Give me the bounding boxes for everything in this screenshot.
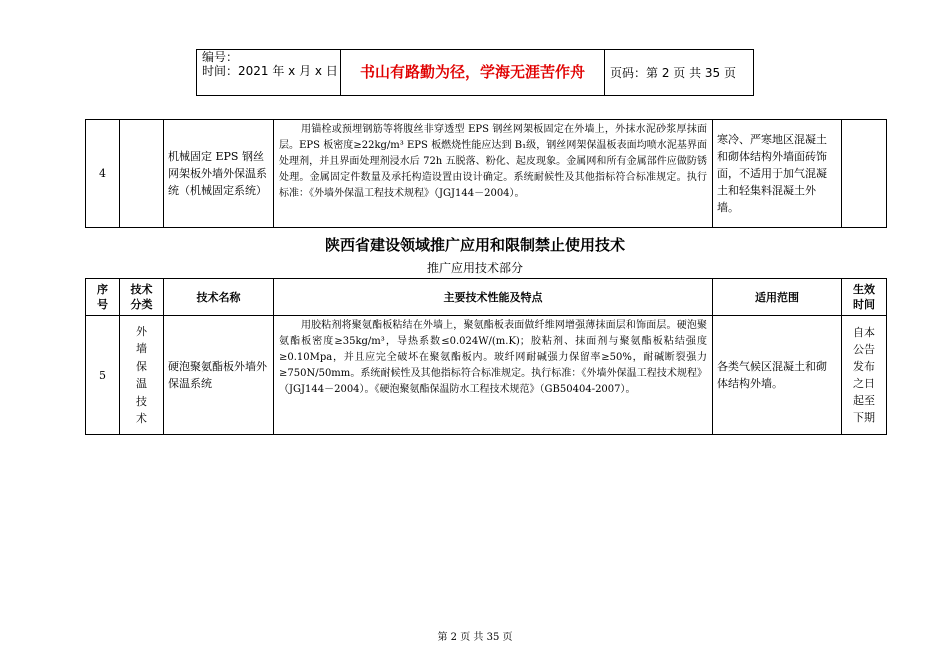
row-category [120, 120, 164, 228]
table-row [86, 120, 887, 228]
header-divider [604, 49, 605, 96]
section-title: 推广应用技术部分 [426, 261, 523, 275]
table-row [86, 316, 887, 435]
row-category: 外墙保温技术 [120, 316, 164, 435]
document-title: 陕西省建设领域推广应用和限制禁止使用技术 [324, 236, 625, 254]
row-index: 4 [86, 120, 120, 228]
col-header-effective: 生效时间 [842, 279, 887, 316]
header-time-label: 时间：2021 年 x 月 x 日 [202, 64, 338, 78]
row-tech-name: 硬泡聚氨酯板外墙外保温系统 [164, 316, 274, 435]
row-scope: 寒冷、严寒地区混凝土和砌体结构外墙面砖饰面，不适用于加气混凝土和轻集料混凝土外墙。 [713, 120, 842, 228]
col-header-features: 主要技术性能及特点 [274, 279, 713, 316]
page-footer: 第 2 页 共 35 页 [437, 632, 513, 643]
row-tech-features: 用锚栓或预埋钢筋等将腹丝非穿透型 EPS 钢丝网架板固定在外墙上，外抹水泥砂浆厚抹面层。EPS 板密度≥22kg/m³ EPS 板燃烧性能应达到 B₁级，钢丝网架保温板表面均喷水泥基界面处理剂，并且界面处理剂浸水后 72h 五脱落、粉化、起皮现象。金属网和所有金属部件应做防锈处理。金属固定件数量及承托构造设置由设计确定。系统耐候性及其他指标符合标准规定。执行标准：《外墙外保温工程技术规程》（JGJ144－2004）。 [274, 120, 713, 228]
row-effective: 自本公告发布之日起至下期 [842, 316, 887, 435]
table-header-row [86, 279, 887, 316]
header-number-label: 编号： [202, 50, 239, 64]
row-tech-name: 机械固定 EPS 钢丝网架板外墙外保温系统（机械固定系统） [164, 120, 274, 228]
row-index: 5 [86, 316, 120, 435]
row-effective [842, 120, 887, 228]
technology-table [85, 278, 887, 435]
header-motto: 书山有路勤为径，学海无涯苦作舟 [359, 63, 585, 81]
header-page-info: 页码：第 2 页 共 35 页 [610, 66, 736, 80]
technology-table-continued [85, 119, 887, 228]
col-header-scope: 适用范围 [713, 279, 842, 316]
row-tech-features: 用胶粘剂将聚氨酯板粘结在外墙上，聚氨酯板表面做纤维网增强薄抹面层和饰面层。硬泡聚氨酯板密度≥35kg/m³，导热系数≤0.024W/(m.K)；胶粘剂、抹面剂与聚氨酯板粘结强度≥0.10Mpa，并且应完全破坏在聚氨酯板内。玻纤网耐碱强力保留率≥50%，耐碱断裂强力≥750N/50mm。系统耐候性及其他指标符合标准规定。执行标准：《外墙外保温工程技术规程》（JGJ144－2004）。《硬泡聚氨酯保温防水工程技术规范》（GB50404-2007）。 [274, 316, 713, 435]
col-header-name: 技术名称 [164, 279, 274, 316]
row-scope: 各类气候区混凝土和砌体结构外墙。 [713, 316, 842, 435]
col-header-category: 技术分类 [120, 279, 164, 316]
col-header-index: 序号 [86, 279, 120, 316]
